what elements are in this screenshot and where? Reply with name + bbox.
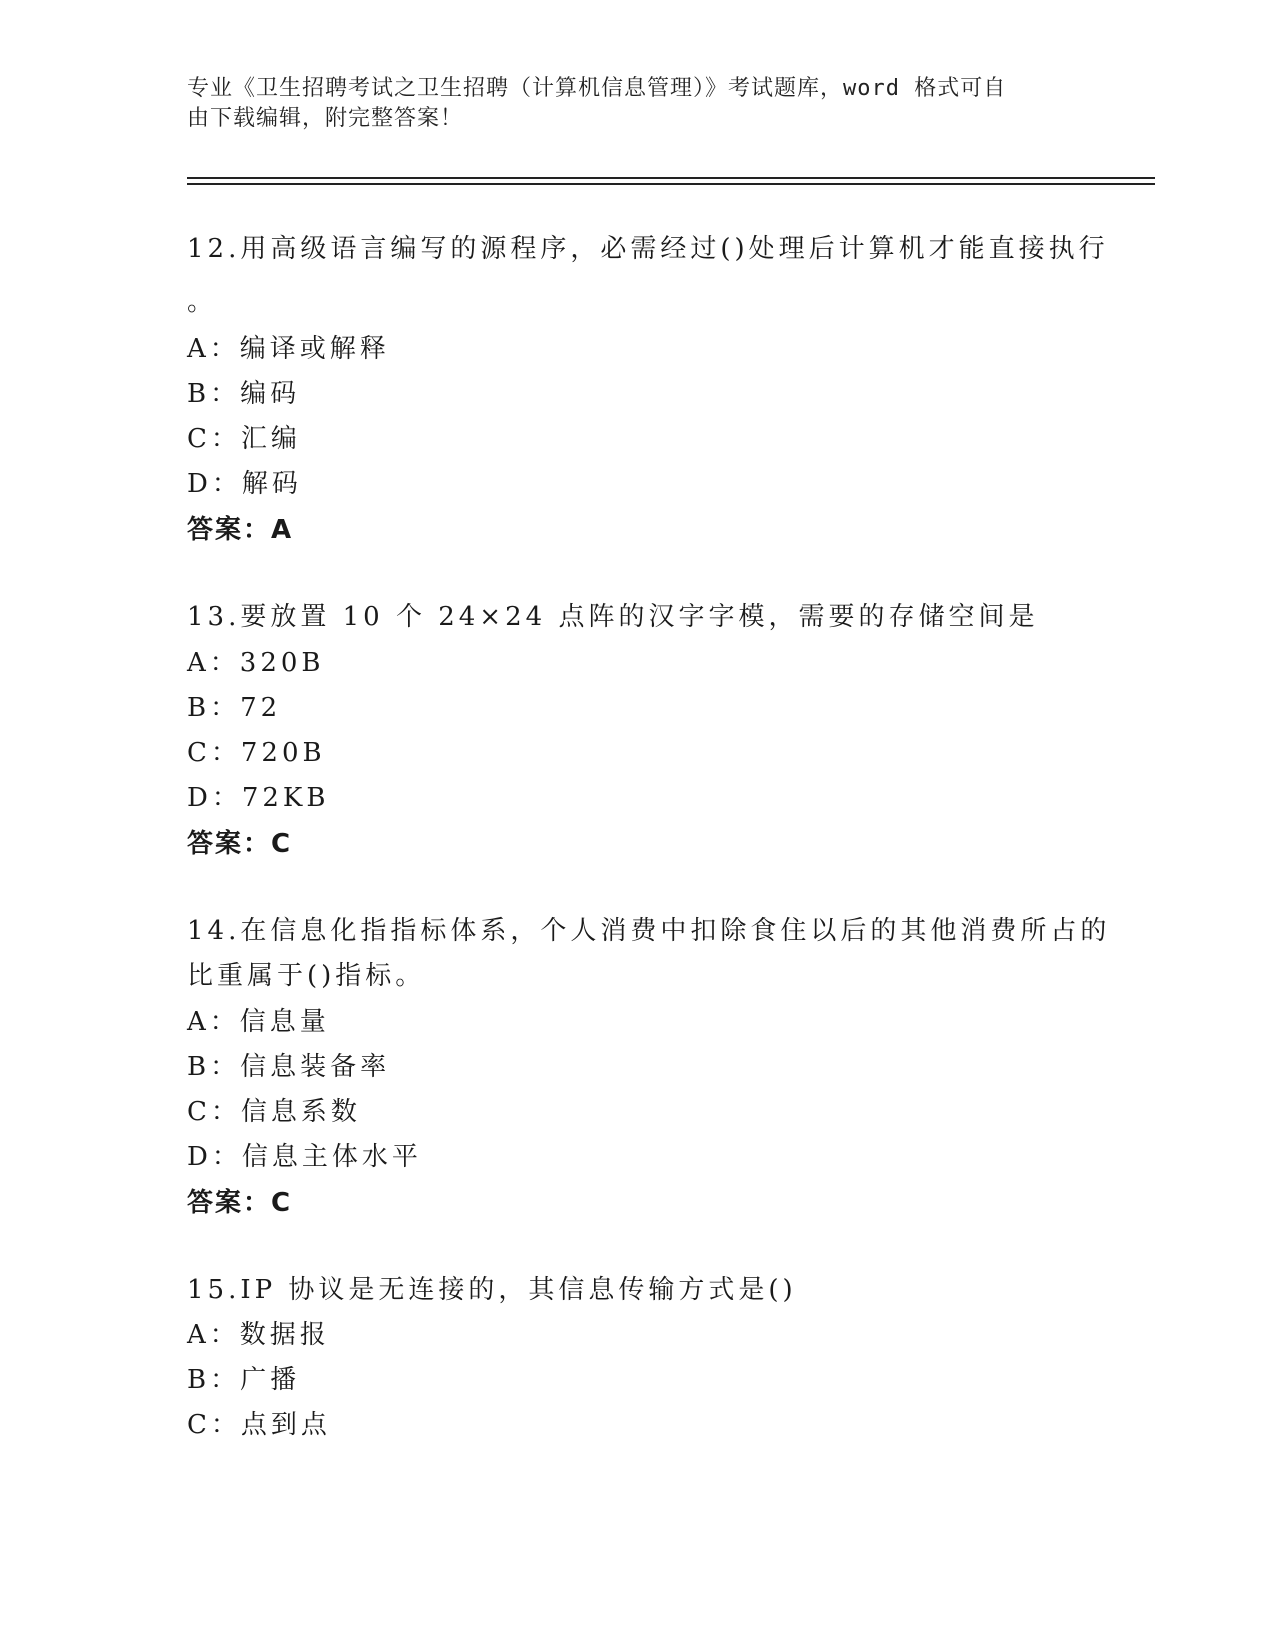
option-d: D：解码 <box>187 469 302 499</box>
option-c: C：信息系数 <box>187 1097 361 1127</box>
question-stem: 14.在信息化指指标体系，个人消费中扣除食住以后的其他消费所占的 <box>187 916 1111 946</box>
option-d: D：信息主体水平 <box>187 1142 422 1172</box>
question-stem-continued: 比重属于()指标。 <box>187 961 426 991</box>
option-c: C：点到点 <box>187 1410 331 1440</box>
option-a: A：编译或解释 <box>187 334 390 364</box>
option-b: B：广播 <box>187 1365 301 1395</box>
document-header <box>187 74 1067 134</box>
question-stem: 12.用高级语言编写的源程序，必需经过()处理后计算机才能直接执行 <box>187 234 1109 264</box>
option-a: A：信息量 <box>187 1007 330 1037</box>
header-divider-bottom <box>187 183 1155 185</box>
answer-label: 答案：C <box>187 829 293 859</box>
answer-label: 答案：A <box>187 515 294 545</box>
option-a: A：320B <box>187 648 325 678</box>
header-line-2: 由下载编辑，附完整答案！ <box>187 106 464 131</box>
option-a: A：数据报 <box>187 1320 330 1350</box>
option-b: B：72 <box>187 693 282 723</box>
option-c: C：720B <box>187 738 326 768</box>
question-stem-continued: 。 <box>187 287 218 317</box>
question-stem: 13.要放置 10 个 24×24 点阵的汉字字模，需要的存储空间是 <box>187 602 1039 632</box>
header-line-1: 专业《卫生招聘考试之卫生招聘（计算机信息管理）》考试题库，word 格式可自 <box>187 76 1007 101</box>
option-b: B：编码 <box>187 379 301 409</box>
answer-label: 答案：C <box>187 1188 293 1218</box>
option-b: B：信息装备率 <box>187 1052 391 1082</box>
header-divider-top <box>187 177 1155 179</box>
question-stem: 15.IP 协议是无连接的，其信息传输方式是() <box>187 1275 797 1305</box>
option-c: C：汇编 <box>187 424 301 454</box>
option-d: D：72KB <box>187 783 330 813</box>
